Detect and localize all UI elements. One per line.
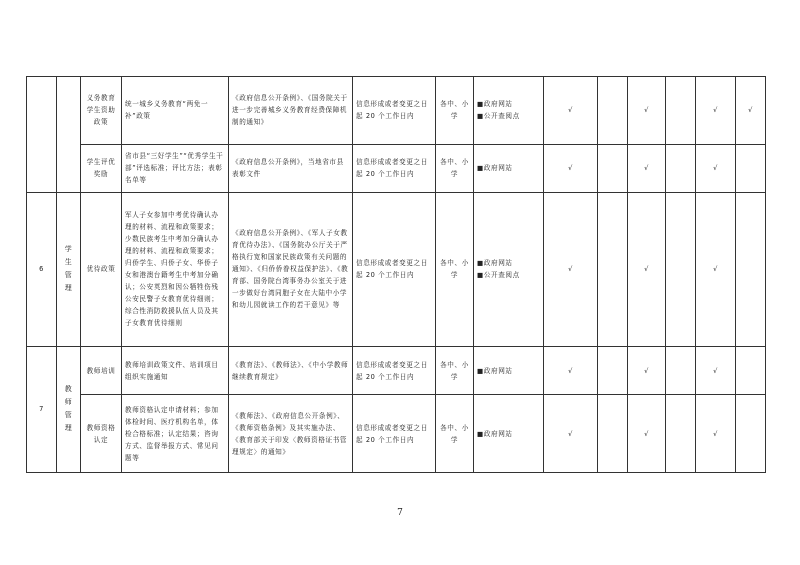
basis-cell: 《政府信息公开条例》、《军人子女教育优待办法》、《国务院办公厅关于严格执行宽和国家民族政策有关问题的通知》、《归侨侨眷权益保护法》、《教育部、国务院台湾事务办公室关于进一步做好台湾同胞子女在大陆中小学和幼儿园就读工作的若干意见》等 (229, 192, 353, 346)
scope-cell: 各中、小学 (436, 346, 474, 395)
deadline-cell: 信息形成或者变更之日起 20 个工作日内 (353, 144, 436, 192)
basis-cell: 《教师法》、《政府信息公开条例》、《教师资格条例》及其实施办法、《教育部关于印发〈教师资格证书管理规定〉的通知》 (229, 395, 353, 473)
content-cell: 军人子女参加中考优待确认办理的材料、流程和政策要求；少数民族考生中考加分确认办理的材料、流程和政策要求；归侨学生、归侨子女、华侨子女和港澳台籍考生中考加分确认；公安英烈和因公牺牲伤残公安民警子女教育优待细则；综合性消防救援队伍人员及其子女教育优待细则 (122, 192, 229, 346)
basis-cell: 《教育法》、《教师法》、《中小学教师继续教育规定》 (229, 346, 353, 395)
row-number-cell (27, 77, 57, 193)
check-cell: √ (544, 77, 598, 145)
scope-cell: 各中、小学 (436, 395, 474, 473)
check-cell: √ (696, 144, 736, 192)
table-row (27, 346, 766, 395)
check-cell (598, 77, 628, 145)
subitem-cell: 学生评优奖励 (81, 144, 122, 192)
check-cell: √ (628, 77, 666, 145)
scope-cell: 各中、小学 (436, 192, 474, 346)
basis-cell: 《政府信息公开条例》、《国务院关于进一步完善城乡义务教育经费保障机制的通知》 (229, 77, 353, 145)
category-cell (57, 192, 81, 346)
content-cell: 教师资格认定申请材料；参加体检时间、医疗机构名单，体检合格标准；认定结果；咨询方式、监督举报方式、常见问题等 (122, 395, 229, 473)
basis-cell: 《政府信息公开条例》，当地省市县表彰文件 (229, 144, 353, 192)
subitem-cell: 教师培训 (81, 346, 122, 395)
check-cell: √ (736, 77, 766, 145)
check-cell: √ (544, 144, 598, 192)
table-row (27, 395, 766, 473)
check-cell: √ (544, 192, 598, 346)
table-row (27, 192, 766, 346)
check-cell (666, 192, 696, 346)
check-cell (598, 144, 628, 192)
check-cell: √ (628, 192, 666, 346)
deadline-cell: 信息形成或者变更之日起 20 个工作日内 (353, 77, 436, 145)
channel-cell (474, 192, 544, 346)
check-cell (736, 192, 766, 346)
channel-cell (474, 144, 544, 192)
content-cell: 统一城乡义务教育“两免一补”政策 (122, 77, 229, 145)
check-cell: √ (628, 395, 666, 473)
check-cell (598, 395, 628, 473)
subitem-cell: 优待政策 (81, 192, 122, 346)
channel-item: ■政府网站 (477, 164, 513, 173)
check-cell (666, 77, 696, 145)
channel-item: ■公开查阅点 (477, 112, 520, 121)
content-cell: 教师培训政策文件、培训项目组织实施通知 (122, 346, 229, 395)
subitem-cell: 教师资格认定 (81, 395, 122, 473)
check-cell (666, 395, 696, 473)
check-cell: √ (696, 77, 736, 145)
deadline-cell: 信息形成或者变更之日起 20 个工作日内 (353, 346, 436, 395)
category-cell (57, 346, 81, 472)
check-cell: √ (544, 346, 598, 395)
channel-item: ■政府网站 (477, 429, 513, 438)
scope-cell: 各中、小学 (436, 144, 474, 192)
check-cell: √ (696, 192, 736, 346)
check-cell: √ (696, 395, 736, 473)
check-cell (598, 192, 628, 346)
check-cell (666, 346, 696, 395)
check-cell: √ (628, 346, 666, 395)
check-cell (736, 346, 766, 395)
category-label: 教师管理 (64, 385, 73, 433)
channel-cell (474, 395, 544, 473)
content-cell: 省市县“三好学生”“优秀学生干部”评选标准；评比方法；表彰名单等 (122, 144, 229, 192)
row-number-cell: 7 (27, 346, 57, 472)
check-cell: √ (544, 395, 598, 473)
channel-cell (474, 346, 544, 395)
channel-item: ■公开查阅点 (477, 271, 520, 280)
check-cell (736, 395, 766, 473)
deadline-cell: 信息形成或者变更之日起 20 个工作日内 (353, 192, 436, 346)
check-cell (666, 144, 696, 192)
row-number-cell: 6 (27, 192, 57, 346)
channel-cell (474, 77, 544, 145)
channel-item: ■政府网站 (477, 366, 513, 375)
check-cell (598, 346, 628, 395)
check-cell (736, 144, 766, 192)
category-cell (57, 77, 81, 193)
check-cell: √ (628, 144, 666, 192)
category-label: 学生管理 (64, 245, 73, 293)
check-cell: √ (696, 346, 736, 395)
table-row (27, 144, 766, 192)
subitem-cell: 义务教育学生资助政策 (81, 77, 122, 145)
channel-item: ■政府网站 (477, 100, 513, 109)
disclosure-table (26, 76, 766, 473)
channel-item: ■政府网站 (477, 259, 513, 268)
scope-cell: 各中、小学 (436, 77, 474, 145)
table-row (27, 77, 766, 145)
page-number: 7 (397, 508, 403, 518)
deadline-cell: 信息形成或者变更之日起 20 个工作日内 (353, 395, 436, 473)
